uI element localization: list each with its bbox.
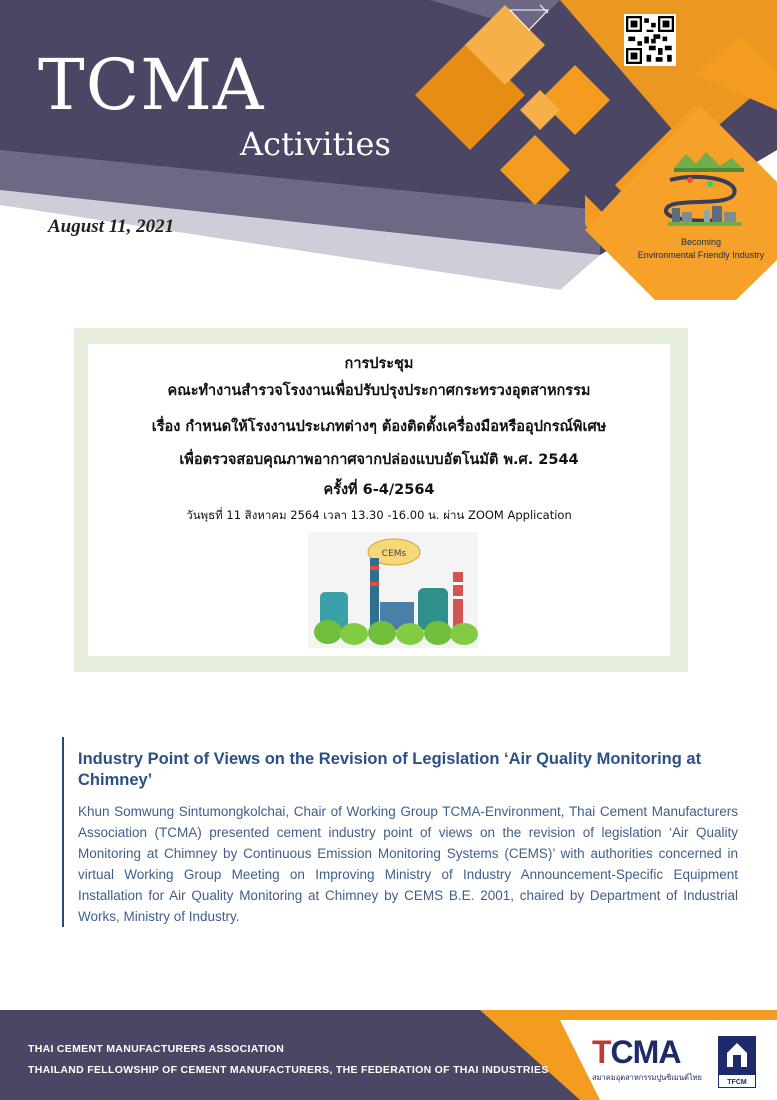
- meeting-datetime: วันพุธที่ 11 สิงหาคม 2564 เวลา 13.30 -16.00 น. ผ่าน ZOOM Application: [186, 508, 572, 522]
- article-body: Khun Somwung Sintumongkolchai, Chair of Working Group TCMA-Environment, Thai Cement Manufacturers Association (TCMA) presented cement industry point of views on the revision of legislation ‘Air Quality Monitoring at Chimney by Continuous Emission Monitoring Systems (CEMS)’ with authorities concerned in virtual Working Group Meeting on Improving Ministry of Industry Announcement-Specific Equipment Installation for Air Quality Monitoring at Chimney by CEMS B.E. 2001, chaired by Department of Industrial Works, Ministry of Industry.: [78, 804, 738, 924]
- slogan: [628, 236, 774, 262]
- meeting-line-1: การประชุม: [344, 356, 414, 372]
- meeting-card: [88, 344, 670, 656]
- eco-city-icon: [660, 150, 746, 232]
- tcma-logo-thai: สมาคมอุตสาหกรรมปูนซิเมนต์ไทย: [592, 1073, 702, 1082]
- footer-association-name: THAI CEMENT MANUFACTURERS ASSOCIATION: [28, 1043, 285, 1055]
- article: [62, 737, 738, 927]
- slogan-line-1: Becoming: [680, 237, 722, 247]
- tcma-logo: [592, 1036, 680, 1068]
- factory-illustration: [308, 532, 478, 648]
- meeting-line-4: เพื่อตรวจสอบคุณภาพอากาศจากปล่องแบบอัตโนมัติ พ.ศ. 2544: [179, 452, 579, 468]
- header-title: TCMA: [38, 44, 265, 126]
- tcma-logo-text: CMA: [610, 1034, 681, 1070]
- footer-fellowship-name: THAILAND FELLOWSHIP OF CEMENT MANUFACTURERS, THE FEDERATION OF THAI INDUSTRIES: [28, 1064, 549, 1076]
- meeting-line-2: คณะทำงานสำรวจโรงงานเพื่อปรับปรุงประกาศกระทรวงอุตสาหกรรม: [167, 383, 591, 399]
- slogan-line-2: Environmental Friendly Industry: [637, 250, 765, 260]
- cems-cloud-label: CEMs: [381, 549, 407, 559]
- meeting-line-3: เรื่อง กำหนดให้โรงงานประเภทต่างๆ ต้องติดตั้งเครื่องมือหรืออุปกรณ์พิเศษ: [151, 419, 607, 435]
- tcma-logo-t: T: [592, 1034, 611, 1070]
- meeting-line-5: ครั้งที่ 6-4/2564: [323, 482, 435, 498]
- tfcm-emblem-icon: [718, 1036, 756, 1088]
- tfcm-label: TFCM: [727, 1079, 747, 1086]
- issue-date: August 11, 2021: [48, 216, 175, 237]
- header-subtitle: Activities: [240, 125, 391, 163]
- qr-code-icon: [624, 14, 676, 66]
- article-headline: Industry Point of Views on the Revision of Legislation ‘Air Quality Monitoring at Chimney’: [78, 750, 702, 789]
